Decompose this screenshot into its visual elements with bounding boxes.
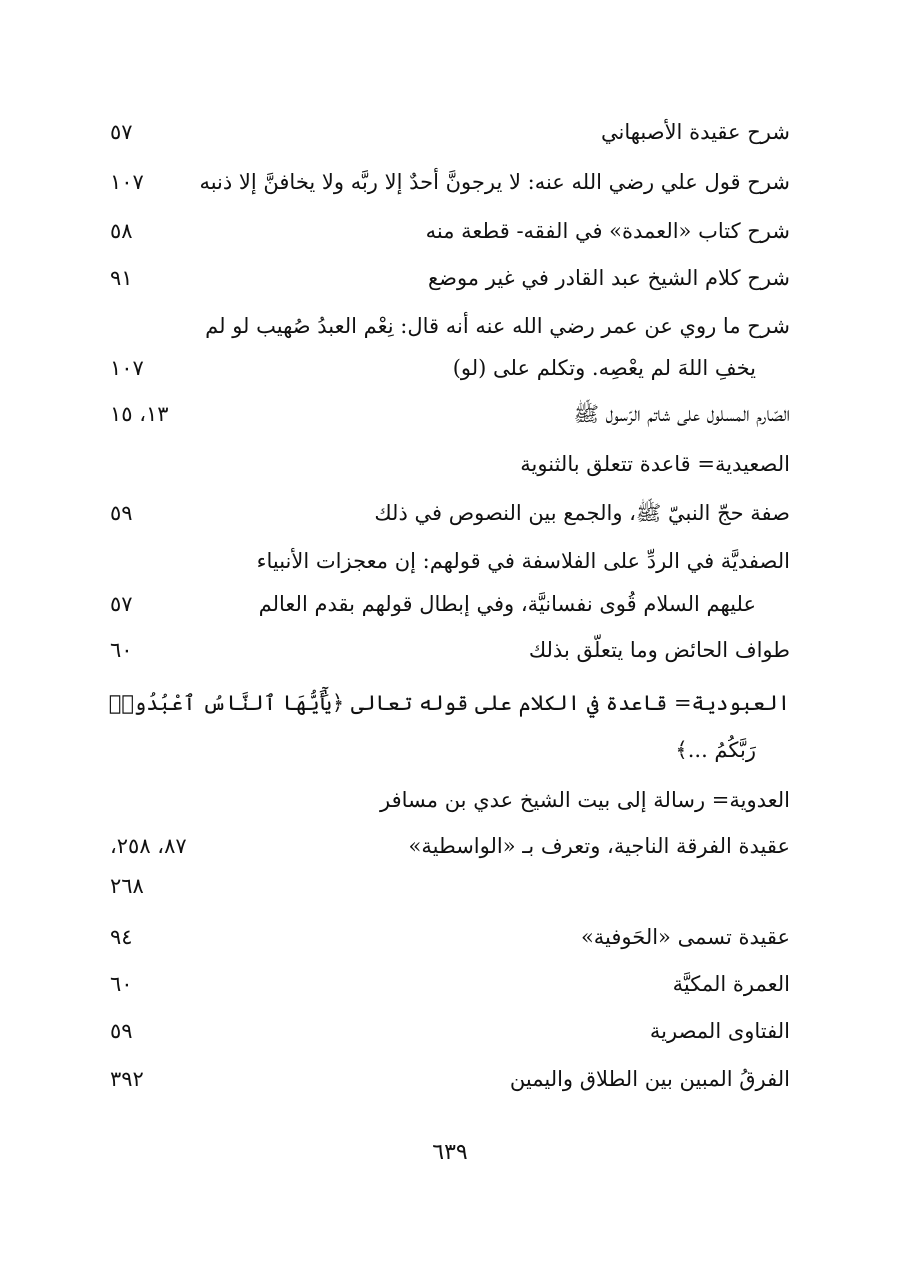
entry-title: شرح قول علي رضي الله عنه: لا يرجونَّ أحدٌ إلا ربَّه ولا يخافنَّ إلا ذنبه [199, 170, 790, 194]
entry-title: صفة حجّ النبيّ ﷺ، والجمع بين النصوص في ذلك [374, 501, 790, 525]
entry-pages: ٢٦٨ [110, 874, 144, 898]
entry-pages: ١٣، ١٥ [110, 402, 169, 426]
entry-title: شرح كتاب «العمدة» في الفقه- قطعة منه [425, 219, 790, 243]
entry-title: الصّارم المسلول على شاتم الرّسول ﷺ [573, 402, 790, 426]
entry-pages: ٥٧ [110, 120, 133, 144]
entry-title: الصعيدية= قاعدة تتعلق بالثنوية [520, 452, 790, 476]
index-entry [100, 490, 790, 536]
entry-pages: ٩٤ [110, 925, 133, 949]
index-entry [100, 441, 790, 487]
entry-title: العبودية= قاعدة في الكلام على قوله تعالى ﴿يَٰٓأَيُّهَا ٱلنَّاسُ ٱعْبُدُوا۟ [108, 691, 790, 715]
entry-title: يخفِ اللهَ لم يعْصِه. وتكلم على (لو) [452, 356, 756, 380]
entry-title: شرح عقيدة الأصبهاني [600, 120, 790, 144]
index-entry [100, 208, 790, 254]
entry-title: عقيدة تسمى «الحَوفية» [580, 925, 790, 949]
entry-title: عليهم السلام قُوى نفسانيَّة، وفي إبطال قولهم بقدم العالم [258, 592, 756, 616]
entry-pages: ٣٩٢ [110, 1067, 144, 1091]
entry-title: العدوية= رسالة إلى بيت الشيخ عدي بن مسافر [380, 788, 790, 812]
index-entry-pages-continuation [100, 863, 790, 909]
index-entry [100, 961, 790, 1007]
entry-title: الفرقُ المبين بين الطلاق واليمين [509, 1067, 790, 1091]
entry-pages: ٥٧ [110, 592, 133, 616]
page-number: ٦٣٩ [432, 1140, 468, 1165]
index-entry-continuation [100, 581, 790, 627]
entry-title: طواف الحائض وما يتعلّق بذلك [528, 638, 790, 662]
entry-title: شرح ما روي عن عمر رضي الله عنه أنه قال: نِعْم العبدُ صُهيب لو لم [205, 314, 790, 338]
entry-pages: ٥٨ [110, 219, 133, 243]
entry-title: الصفديَّة في الردِّ على الفلاسفة في قولهم: إن معجزات الأنبياء [256, 549, 790, 573]
entry-pages: ٥٩ [110, 1019, 133, 1043]
index-entry [100, 538, 790, 584]
entry-title: العمرة المكيَّة [672, 972, 790, 996]
index-entry [100, 777, 790, 823]
entry-pages: ٥٩ [110, 501, 133, 525]
index-entry [100, 1056, 790, 1102]
index-entry-continuation [100, 727, 790, 773]
index-entry [100, 255, 790, 301]
index-entry [100, 914, 790, 960]
entry-title: عقيدة الفرقة الناجية، وتعرف بـ «الواسطية» [408, 834, 790, 858]
entry-title: رَبَّكُمُ ...﴾ [675, 738, 756, 762]
entry-pages: ١٠٧ [110, 170, 144, 194]
entry-pages: ٩١ [110, 266, 133, 290]
index-entry-continuation [100, 345, 790, 391]
entry-pages: ٦٠ [110, 972, 133, 996]
entry-pages: ١٠٧ [110, 356, 144, 380]
index-entry [100, 159, 790, 205]
index-entry [100, 627, 790, 673]
index-entry [100, 303, 790, 349]
entry-pages: ٨٧، ٢٥٨، [110, 834, 187, 858]
index-entry [100, 109, 790, 155]
entry-title: شرح كلام الشيخ عبد القادر في غير موضع [427, 266, 790, 290]
index-entry [100, 1008, 790, 1054]
index-entry [100, 680, 790, 726]
index-entry [100, 391, 790, 437]
entry-pages: ٦٠ [110, 638, 133, 662]
entry-title: الفتاوى المصرية [649, 1019, 790, 1043]
